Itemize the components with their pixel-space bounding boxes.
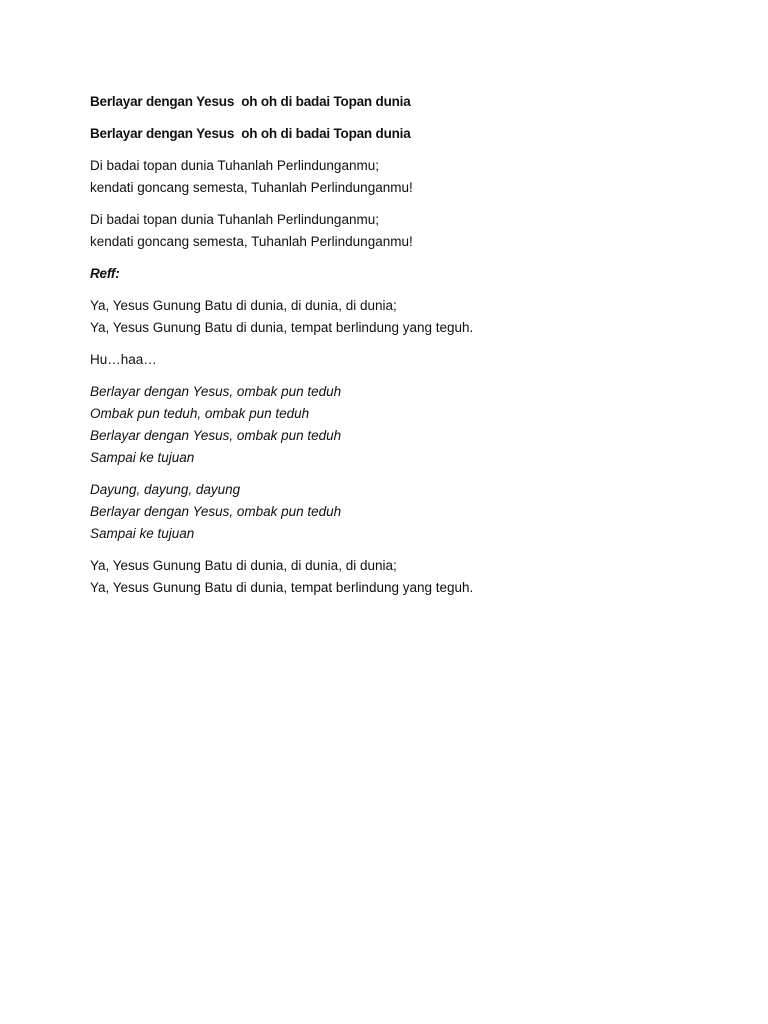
lyric-line: kendati goncang semesta, Tuhanlah Perlindunganmu! (90, 234, 413, 249)
lyric-line: Ya, Yesus Gunung Batu di dunia, tempat berlindung yang teguh. (90, 580, 474, 595)
lyric-line: Di badai topan dunia Tuhanlah Perlindunganmu; (90, 212, 379, 227)
bridge-1 (90, 381, 690, 469)
lyric-line: Berlayar dengan Yesus, ombak pun teduh (90, 504, 342, 519)
lyric-line: Berlayar dengan Yesus, ombak pun teduh (90, 428, 342, 443)
verse-2 (90, 209, 690, 253)
lyric-line: Sampai ke tujuan (90, 450, 195, 465)
lyric-line: Ya, Yesus Gunung Batu di dunia, tempat berlindung yang teguh. (90, 320, 474, 335)
lyrics-body (90, 91, 690, 609)
song-title-repeat (90, 123, 690, 145)
verse-1 (90, 155, 690, 199)
lyric-line: Ya, Yesus Gunung Batu di dunia, di dunia, di dunia; (90, 558, 397, 573)
reff-label-text: Reff: (90, 266, 120, 281)
lyric-line: Ya, Yesus Gunung Batu di dunia, di dunia, di dunia; (90, 298, 397, 313)
song-title-line: Berlayar dengan Yesus oh oh di badai Topan dunia (90, 94, 411, 109)
song-title (90, 91, 690, 113)
lyric-line: kendati goncang semesta, Tuhanlah Perlindunganmu! (90, 180, 413, 195)
lyric-line: Hu…haa… (90, 352, 157, 367)
lyric-line: Di badai topan dunia Tuhanlah Perlindunganmu; (90, 158, 379, 173)
lyric-line: Ombak pun teduh, ombak pun teduh (90, 406, 310, 421)
chorus-2 (90, 555, 690, 599)
lyric-line: Berlayar dengan Yesus, ombak pun teduh (90, 384, 342, 399)
interlude (90, 349, 690, 371)
lyric-line: Dayung, dayung, dayung (90, 482, 241, 497)
lyric-line: Sampai ke tujuan (90, 526, 195, 541)
bridge-2 (90, 479, 690, 545)
song-title-line: Berlayar dengan Yesus oh oh di badai Topan dunia (90, 126, 411, 141)
reff-label (90, 263, 690, 285)
chorus-1 (90, 295, 690, 339)
